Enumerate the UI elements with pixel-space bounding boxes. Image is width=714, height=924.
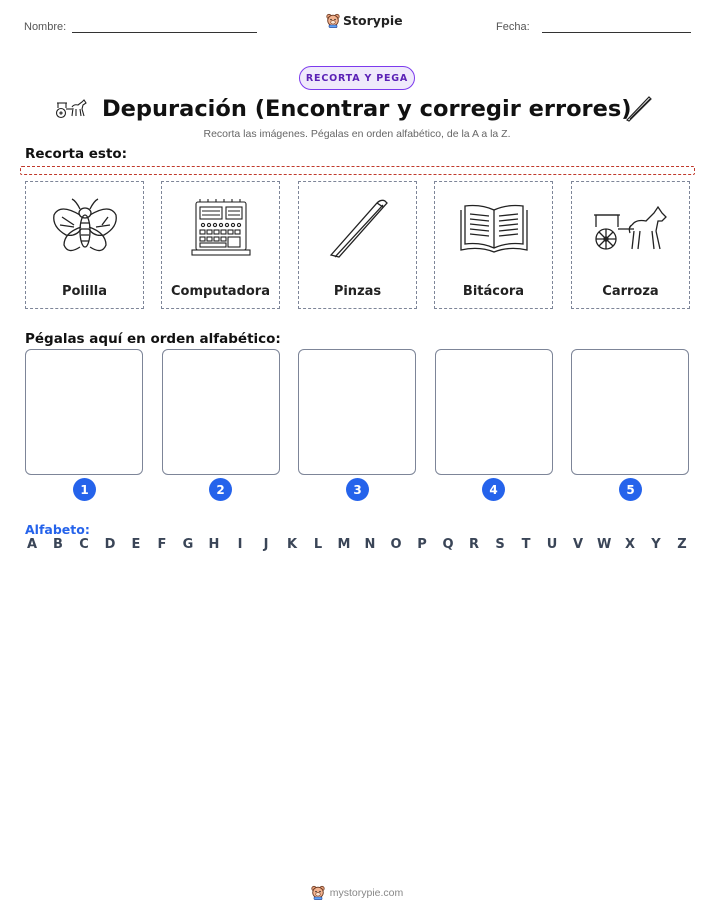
paste-box-3[interactable] [298,349,416,475]
paste-section-label: Pégalas aquí en orden alfabético: [25,331,281,347]
alphabet-letter: J [263,537,269,552]
alphabet-letter: E [131,537,141,552]
moth-icon [50,197,120,259]
footer-url[interactable]: mystorypie.com [329,886,404,899]
name-label: Nombre: [24,21,67,33]
brand-name: Storypie [343,13,403,28]
alphabet-letter: S [495,537,505,552]
alphabet-letter: C [79,537,89,552]
paste-box-4[interactable] [435,349,553,475]
alphabet-letter: O [390,537,402,552]
instructions: Recorta las imágenes. Pégalas en orden alfabético, de la A a la Z. [203,128,511,140]
cut-card-bitacora[interactable] [434,181,553,309]
alphabet-letter: Q [442,537,454,552]
paste-box-2[interactable] [162,349,280,475]
order-number-2: 2 [209,478,232,501]
alphabet-letter: V [572,537,584,552]
alphabet-letter: M [337,537,351,552]
order-number-4: 4 [482,478,505,501]
footer [0,885,714,900]
cut-card-polilla[interactable] [25,181,144,309]
cut-section-label: Recorta esto: [25,146,128,162]
cut-card-word: Pinzas [333,284,382,299]
tweezers-icon [624,94,654,124]
alphabet-label: Alfabeto: [25,522,90,537]
horse-carriage-icon [592,203,670,253]
alphabet-letter: H [208,537,220,552]
order-number-3: 3 [346,478,369,501]
title-row [0,92,714,126]
horse-carriage-icon [55,97,89,119]
brand-logo [326,13,403,28]
alphabet-letter: W [597,537,612,552]
alphabet-letter: B [53,537,63,552]
alphabet-letter: G [182,537,194,552]
alphabet-letter: Y [651,537,661,552]
name-line [72,32,257,33]
alphabet-letter: I [237,537,243,552]
alphabet-letter: P [417,537,427,552]
alphabet-letter: F [157,537,167,552]
worksheet-header [0,0,714,44]
order-number-5: 5 [619,478,642,501]
cut-card-carroza[interactable] [571,181,690,309]
order-number-1: 1 [73,478,96,501]
alphabet-letter: X [624,537,636,552]
alphabet-letter: T [521,537,531,552]
paste-box-5[interactable] [571,349,689,475]
storypie-bear-icon [311,885,325,900]
date-line [542,32,691,33]
date-label: Fecha: [496,21,530,33]
tweezers-icon [325,195,391,261]
alphabet-letter: A [26,537,38,552]
alphabet-letter: K [286,537,298,552]
worksheet-title: Depuración (Encontrar y corregir errores) [102,96,632,122]
cut-card-pinzas[interactable] [298,181,417,309]
cut-card-word: Carroza [602,284,659,299]
alphabet-letter: L [313,537,323,552]
cut-card-word: Bitácora [462,284,525,299]
alphabet-row [25,537,689,555]
alphabet-letter: Z [677,537,687,552]
cut-card-word: Polilla [61,284,108,299]
activity-badge: RECORTA Y PEGA [299,66,415,90]
cut-card-word: Computadora [171,284,270,299]
paste-box-1[interactable] [25,349,143,475]
computer-icon [190,198,252,258]
alphabet-letter: R [468,537,479,552]
alphabet-letter: D [104,537,116,552]
cut-card-computadora[interactable] [161,181,280,309]
alphabet-letter: N [364,537,376,552]
storypie-bear-icon [326,13,340,28]
alphabet-letter: U [546,537,558,552]
cut-dashed-line [20,166,695,175]
open-book-icon [459,202,529,254]
